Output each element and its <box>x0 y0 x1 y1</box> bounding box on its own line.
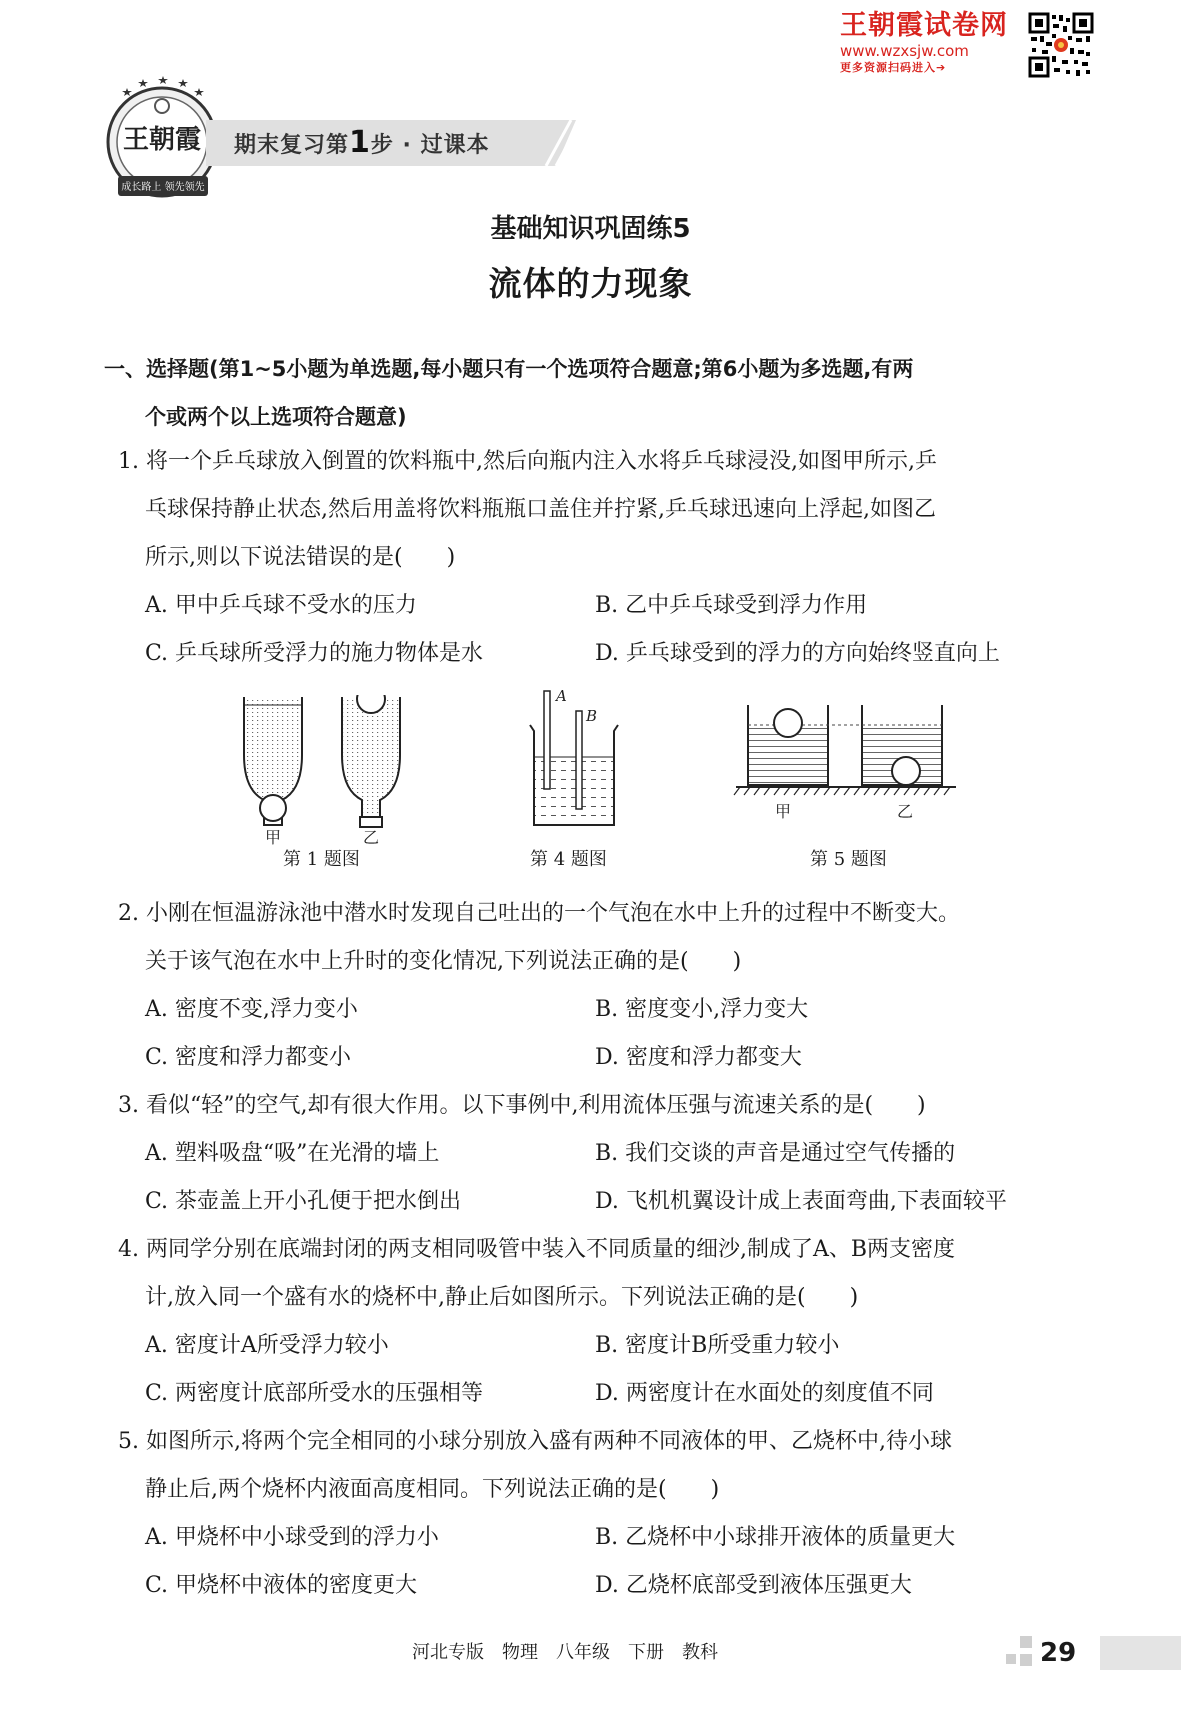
q4-option-b[interactable]: B. 密度计B所受重力较小 <box>595 1333 840 1358</box>
q1-option-a[interactable]: A. 甲中乒乓球不受水的压力 <box>145 593 417 618</box>
fig1-caption: 第 1 题图 <box>283 849 360 870</box>
q2-stem-line1: 2. 小刚在恒温游泳池中潜水时发现自己吐出的一个气泡在水中上升的过程中不断变大。 <box>118 901 960 926</box>
q1-option-b[interactable]: B. 乙中乒乓球受到浮力作用 <box>595 593 868 618</box>
q5-option-c[interactable]: C. 甲烧杯中液体的密度更大 <box>145 1573 418 1598</box>
q3-stem-line1: 3. 看似“轻”的空气,却有很大作用。以下事例中,利用流体压强与流速关系的是( ) <box>118 1093 926 1118</box>
q3-option-c[interactable]: C. 茶壶盖上开小孔便于把水倒出 <box>145 1189 462 1214</box>
brand-scan-hint: 更多资源扫码进入➔ <box>840 61 947 74</box>
badge-name: 王朝霞 <box>122 125 202 155</box>
fig4-label-a: A <box>556 687 567 705</box>
q2-option-d[interactable]: D. 密度和浮力都变大 <box>595 1045 802 1070</box>
page-number: 29 <box>1040 1638 1077 1668</box>
banner-step-number: 1 <box>349 125 371 160</box>
banner-post: 步 · 过课本 <box>370 133 490 158</box>
qr-code-icon[interactable] <box>1028 12 1094 78</box>
figure-5-beakers <box>730 695 970 845</box>
brand-block <box>840 10 1020 76</box>
q3-option-d[interactable]: D. 飞机机翼设计成上表面弯曲,下表面较平 <box>595 1189 1007 1214</box>
fig5-caption: 第 5 题图 <box>810 849 887 870</box>
footer-edition: 河北专版 物理 八年级 下册 教科 <box>412 1642 718 1663</box>
q4-option-c[interactable]: C. 两密度计底部所受水的压强相等 <box>145 1381 484 1406</box>
page-deco-square <box>1020 1636 1032 1648</box>
figure-1-bottles <box>236 695 426 845</box>
q4-stem-line1: 4. 两同学分别在底端封闭的两支相同吸管中装入不同质量的细沙,制成了A、B两支密度 <box>118 1237 956 1262</box>
q5-stem-line2: 静止后,两个烧杯内液面高度相同。下列说法正确的是( ) <box>145 1477 720 1502</box>
figure-4-beaker <box>520 685 630 835</box>
page-number-bar <box>1100 1636 1181 1670</box>
q2-option-a[interactable]: A. 密度不变,浮力变小 <box>145 997 358 1022</box>
brand-name: 王朝霞试卷网 <box>840 10 1008 41</box>
banner-title <box>234 124 490 162</box>
q5-stem-line1: 5. 如图所示,将两个完全相同的小球分别放入盛有两种不同液体的甲、乙烧杯中,待小球 <box>118 1429 952 1454</box>
q1-stem-line2: 乓球保持静止状态,然后用盖将饮料瓶瓶口盖住并拧紧,乒乓球迅速向上浮起,如图乙 <box>145 497 936 522</box>
q4-option-a[interactable]: A. 密度计A所受浮力较小 <box>145 1333 389 1358</box>
q2-option-b[interactable]: B. 密度变小,浮力变大 <box>595 997 809 1022</box>
q1-option-c[interactable]: C. 乒乓球所受浮力的施力物体是水 <box>145 641 484 666</box>
fig4-caption: 第 4 题图 <box>530 849 607 870</box>
q5-option-a[interactable]: A. 甲烧杯中小球受到的浮力小 <box>145 1525 439 1550</box>
q2-option-c[interactable]: C. 密度和浮力都变小 <box>145 1045 352 1070</box>
brand-url[interactable]: www.wzxsjw.com <box>840 42 969 60</box>
badge-motto: 成长路上 领先领先 <box>121 182 205 193</box>
q4-option-d[interactable]: D. 两密度计在水面处的刻度值不同 <box>595 1381 934 1406</box>
q4-stem-line2: 计,放入同一个盛有水的烧杯中,静止后如图所示。下列说法正确的是( ) <box>145 1285 859 1310</box>
section-heading-line1: 一、选择题(第1~5小题为单选题,每小题只有一个选项符合题意;第6小题为多选题,有两 <box>104 357 914 381</box>
section-heading-line2: 个或两个以上选项符合题意) <box>145 405 407 429</box>
page-deco-square <box>1006 1654 1016 1664</box>
q3-option-b[interactable]: B. 我们交谈的声音是通过空气传播的 <box>595 1141 956 1166</box>
fig1-label-jia: 甲 <box>264 828 282 845</box>
banner-pre: 期末复习第 <box>234 133 350 158</box>
q5-option-b[interactable]: B. 乙烧杯中小球排开液体的质量更大 <box>595 1525 956 1550</box>
q1-stem-line1: 1. 将一个乒乓球放入倒置的饮料瓶中,然后向瓶内注入水将乒乓球浸没,如图甲所示,乒 <box>118 449 937 474</box>
fig4-label-b: B <box>586 707 598 725</box>
q5-option-d[interactable]: D. 乙烧杯底部受到液体压强更大 <box>595 1573 912 1598</box>
topic-title: 流体的力现象 <box>488 264 693 303</box>
exercise-title: 基础知识巩固练5 <box>490 214 691 244</box>
page-deco-square <box>1020 1654 1032 1666</box>
q1-option-d[interactable]: D. 乒乓球受到的浮力的方向始终竖直向上 <box>595 641 1000 666</box>
fig5-label-jia: 甲 <box>774 802 792 821</box>
q3-option-a[interactable]: A. 塑料吸盘“吸”在光滑的墙上 <box>145 1141 440 1166</box>
q2-stem-line2: 关于该气泡在水中上升时的变化情况,下列说法正确的是( ) <box>145 949 742 974</box>
q1-stem-line3: 所示,则以下说法错误的是( ) <box>145 545 456 570</box>
fig1-label-yi: 乙 <box>362 828 380 845</box>
fig5-label-yi: 乙 <box>896 802 914 821</box>
